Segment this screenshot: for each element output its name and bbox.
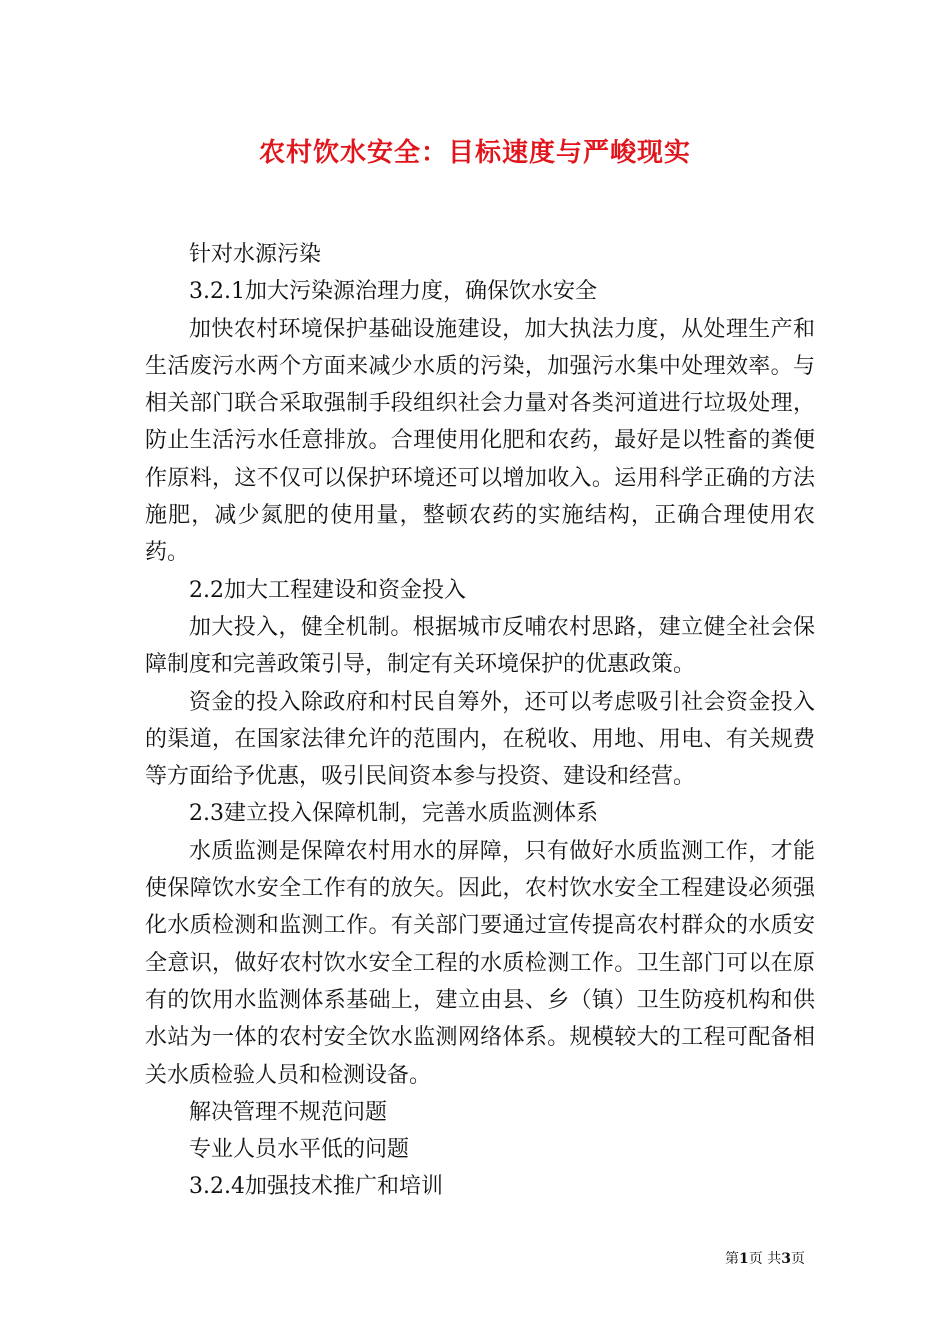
paragraph: 加快农村环境保护基础设施建设，加大执法力度，从处理生产和生活废污水两个方面来减少水质的污染，加强污水集中处理效率。与相关部门联合采取强制手段组织社会力量对各类河道进行垃圾处理，防止生活污水任意排放。合理使用化肥和农药，最好是以牲畜的粪便作原料，这不仅可以保护环境还可以增加收入。运用科学正确的方法施肥，减少氮肥的使用量，整顿农药的实施结构，正确合理使用农药。 xyxy=(145,316,815,566)
paragraph: 资金的投入除政府和村民自筹外，还可以考虑吸引社会资金投入的渠道，在国家法律允许的范围内，在税收、用地、用电、有关规费等方面给予优惠，吸引民间资本参与投资、建设和经营。 xyxy=(145,689,815,790)
paragraph: 解决管理不规范问题 xyxy=(189,1099,388,1125)
footer-suffix: 页 xyxy=(791,1251,805,1267)
paragraph: 2.3建立投入保障机制，完善水质监测体系 xyxy=(189,801,598,827)
paragraph: 3.2.4加强技术推广和培训 xyxy=(189,1174,443,1200)
paragraph: 加大投入，健全机制。根据城市反哺农村思路，建立健全社会保障制度和完善政策引导，制定有关环境保护的优惠政策。 xyxy=(145,614,815,678)
footer-middle: 页 共 xyxy=(748,1251,782,1267)
paragraph: 2.2加大工程建设和资金投入 xyxy=(189,577,466,603)
total-pages-number: 3 xyxy=(781,1251,791,1267)
paragraph: 3.2.1加大污染源治理力度，确保饮水安全 xyxy=(189,279,597,305)
paragraph: 专业人员水平低的问题 xyxy=(189,1137,410,1163)
footer-prefix: 第 xyxy=(725,1251,740,1267)
paragraph: 针对水源污染 xyxy=(189,242,322,267)
paragraph: 水质监测是保障农村用水的屏障，只有做好水质监测工作，才能使保障饮水安全工作有的放矢。因此，农村饮水安全工程建设必须强化水质检测和监测工作。有关部门要通过宣传提高农村群众的水质安全意识，做好农村饮水安全工程的水质检测工作。卫生部门可以在原有的饮用水监测体系基础上，建立由县、乡（镇）卫生防疫机构和供水站为一体的农村安全饮水监测网络体系。规模较大的工程可配备相关水质检验人员和检测设备。 xyxy=(145,838,815,1088)
page-footer xyxy=(725,1248,805,1268)
document-body xyxy=(145,236,815,1206)
document-title: 农村饮水安全：目标速度与严峻现实 xyxy=(258,138,691,168)
current-page-number: 1 xyxy=(739,1251,749,1267)
